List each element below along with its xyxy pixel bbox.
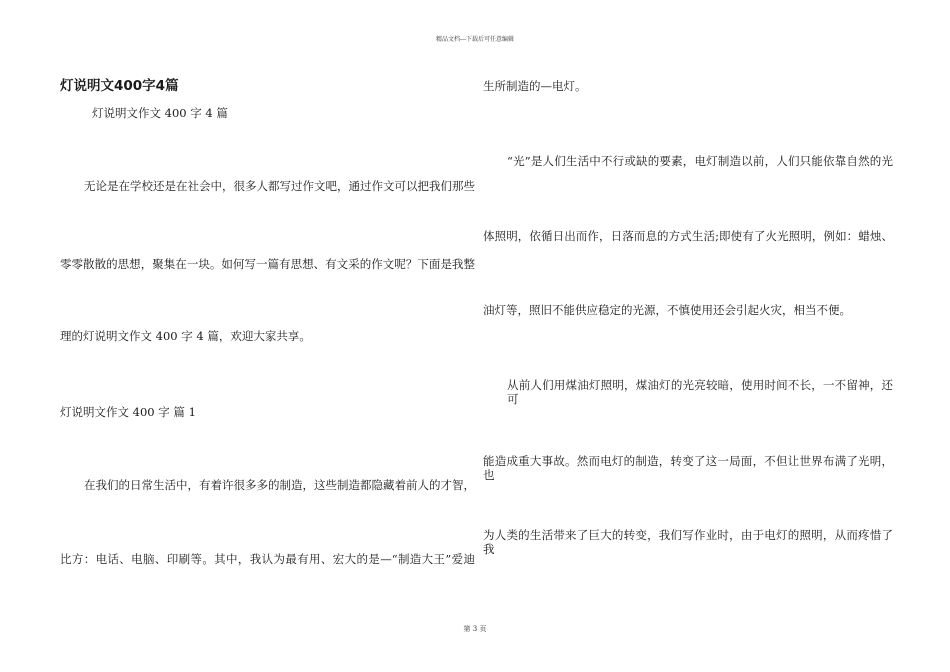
intro-paragraph-line-3: 理的灯说明文作文 400 字 4 篇，欢迎大家共享。 (60, 329, 311, 343)
body-line-2: 比方：电话、电脑、印刷等。其中，我认为最有用、宏大的是—“制造大王”爱迪 (60, 552, 475, 566)
body-line-1: 在我们的日常生活中，有着许很多多的制造，这些制造都隐藏着前人的才智， (84, 478, 475, 492)
right-line-6: 能造成重大事故。然而电灯的制造，转变了这一局面，不但让世界布满了光明，也 (483, 454, 893, 482)
right-line-7: 为人类的生活带来了巨大的转变，我们写作业时，由于电灯的照明，从而疼惜了我 (483, 528, 893, 556)
intro-paragraph-line-2: 零零散散的思想，聚集在一块。如何写一篇有思想、有文采的作文呢？下面是我整 (60, 257, 475, 271)
intro-paragraph-line-1: 无论是在学校还是在社会中，很多人都写过作文吧，通过作文可以把我们那些 (84, 179, 475, 193)
document-subtitle: 灯说明文作文 400 字 4 篇 (92, 106, 228, 120)
right-line-3: 体照明，依循日出而作，日落而息的方式生活;即使有了火光照明，例如：蜡烛、 (483, 229, 893, 243)
right-line-4: 油灯等，照旧不能供应稳定的光源，不慎使用还会引起火灾，相当不便。 (483, 303, 851, 317)
page-number: 第 3 页 (463, 625, 487, 633)
document-title: 灯说明文400字4篇 (60, 78, 179, 94)
right-line-2: “光”是人们生活中不行或缺的要素，电灯制造以前，人们只能依靠自然的光 (507, 154, 893, 168)
page-header: 精品文档---下载后可任意编辑 (435, 36, 515, 43)
section-heading: 灯说明文作文 400 字 篇 1 (60, 405, 196, 419)
right-line-5: 从前人们用煤油灯照明，煤油灯的光亮较暗，使用时间不长，一不留神，还可 (507, 378, 893, 406)
right-line-1: 生所制造的—电灯。 (483, 79, 587, 93)
